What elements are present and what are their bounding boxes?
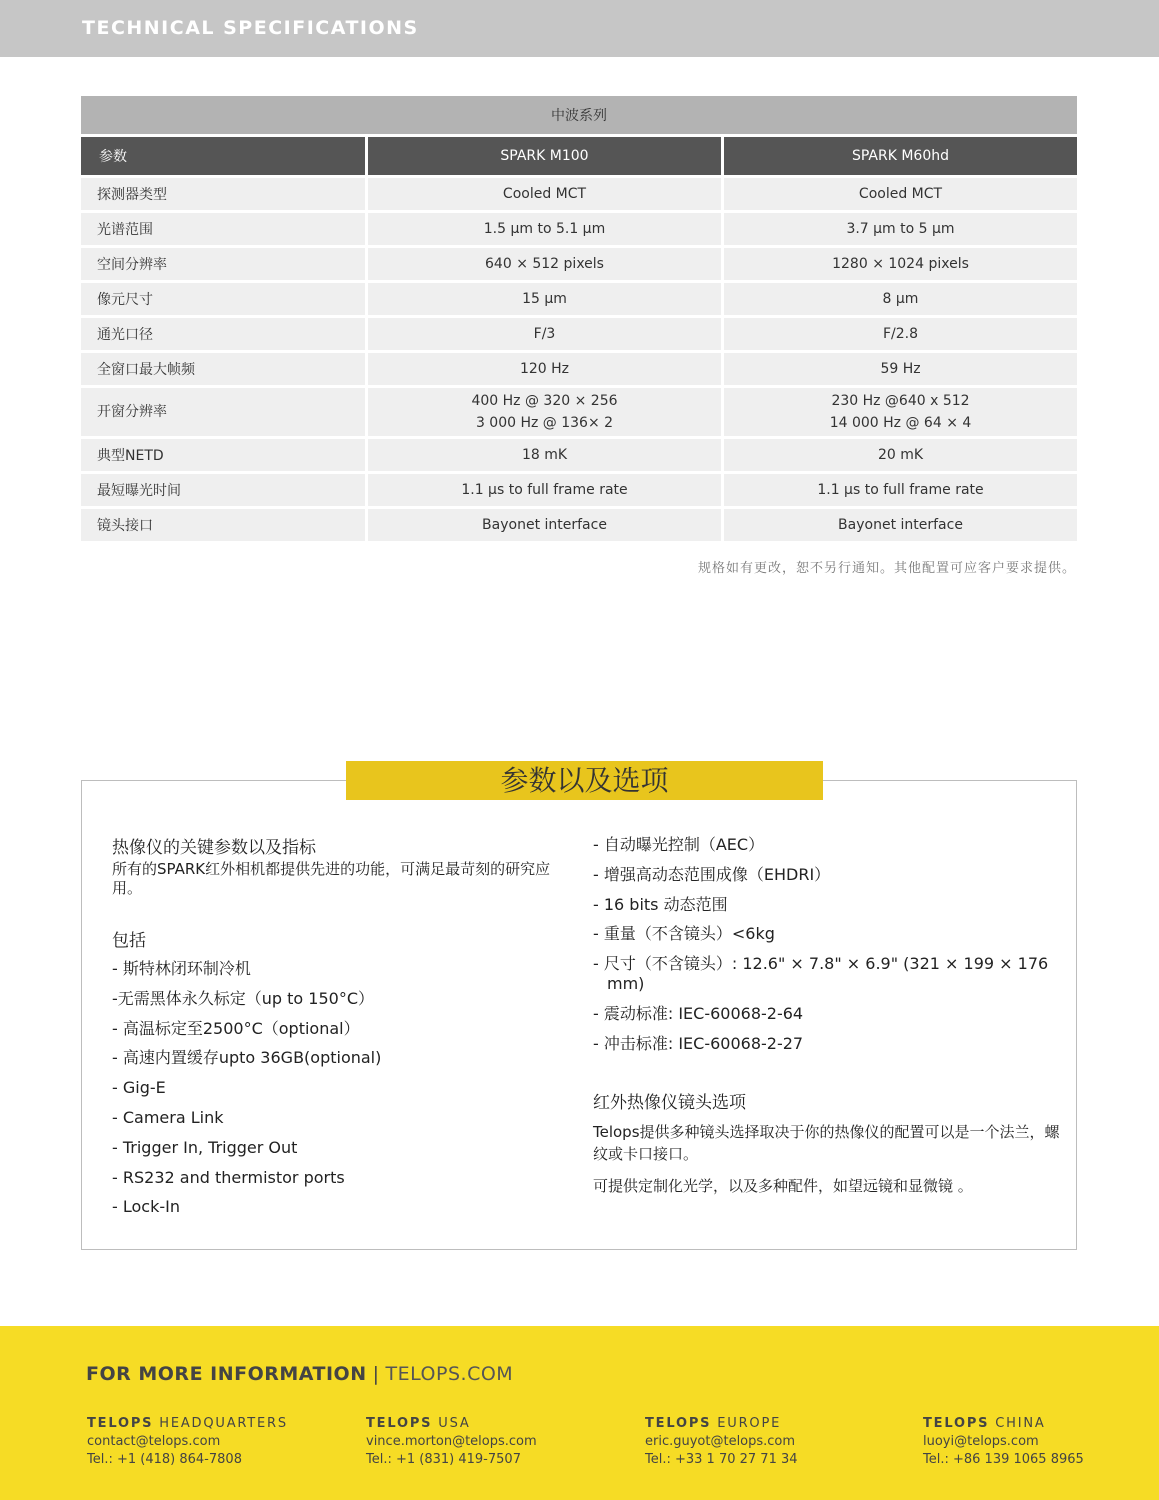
row-value-m100: 120 Hz: [365, 353, 721, 385]
list-item: - 斯特林闭环制冷机: [112, 959, 251, 978]
row-label: 空间分辨率: [81, 248, 365, 280]
options-title: 参数以及选项: [346, 761, 823, 800]
table-row: [81, 353, 1077, 385]
row-label: 像元尺寸: [81, 283, 365, 315]
column-header-m60hd: SPARK M60hd: [721, 137, 1077, 175]
row-value-line: 3 000 Hz @ 136× 2: [475, 415, 614, 431]
office-headquarters: [87, 1415, 288, 1469]
office-brand: TELOPS: [645, 1416, 712, 1431]
row-value-m100: 640 × 512 pixels: [365, 248, 721, 280]
feature-item-dimensions: [593, 954, 1063, 994]
includes-heading: 包括: [112, 931, 146, 951]
lens-custom-optics: 可提供定制化光学，以及多种配件，如望远镜和显微镜 。: [593, 1176, 973, 1195]
page-title: TECHNICAL SPECIFICATIONS: [82, 17, 419, 39]
footer-title-separator: |: [372, 1363, 380, 1385]
table-row: [81, 283, 1077, 315]
row-label: 开窗分辨率: [81, 388, 365, 436]
spec-disclaimer: 规格如有更改，恕不另行通知。其他配置可应客户要求提供。: [697, 561, 1076, 576]
feature-item: - 16 bits 动态范围: [593, 894, 728, 914]
row-label: 通光口径: [81, 318, 365, 350]
options-left-column: [112, 836, 572, 1227]
row-value-m60hd: 1.1 µs to full frame rate: [721, 474, 1077, 506]
footer-title: [86, 1363, 513, 1385]
office-europe: [645, 1415, 798, 1469]
office-region: USA: [438, 1416, 471, 1431]
row-label: 镜头接口: [81, 509, 365, 541]
header-bar: [0, 0, 1159, 57]
office-email[interactable]: luoyi@telops.com: [923, 1434, 1039, 1449]
row-value-m60hd: [721, 388, 1077, 436]
office-brand: TELOPS: [87, 1416, 154, 1431]
lens-options-heading: 红外热像仪镜头选项: [593, 1092, 746, 1113]
row-value-line: 230 Hz @640 x 512: [831, 393, 970, 409]
office-phone: Tel.: +1 (831) 419-7507: [366, 1452, 521, 1467]
list-item: - RS232 and thermistor ports: [112, 1167, 345, 1187]
row-value-m100: 1.5 µm to 5.1 µm: [365, 213, 721, 245]
spec-table: [81, 93, 1077, 544]
office-brand: TELOPS: [366, 1416, 433, 1431]
table-caption: 中波系列: [81, 96, 1077, 134]
feature-item-text: - 尺寸（不含镜头）: 12.6" × 7.8" × 6.9" (321 × 199 × 176: [593, 954, 1049, 974]
table-row: [81, 248, 1077, 280]
list-item: -无需黑体永久标定（up to 150°C）: [112, 988, 375, 1008]
row-value-m100: 15 µm: [365, 283, 721, 315]
footer-website-link[interactable]: TELOPS.COM: [385, 1363, 514, 1385]
list-item: - 高速内置缓存upto 36GB(optional): [112, 1048, 382, 1068]
table-row: [81, 213, 1077, 245]
row-value-m60hd: 20 mK: [721, 439, 1077, 471]
list-item: - Camera Link: [112, 1107, 224, 1127]
row-value-m100: Cooled MCT: [365, 178, 721, 210]
intro-paragraph: 所有的SPARK红外相机都提供先进的功能，可满足最苛刻的研究应用。: [112, 860, 551, 897]
row-value-m60hd: 1280 × 1024 pixels: [721, 248, 1077, 280]
office-phone: Tel.: +1 (418) 864-7808: [87, 1452, 242, 1467]
list-item: - Gig-E: [112, 1078, 166, 1098]
row-label: 探测器类型: [81, 178, 365, 210]
footer-title-label: FOR MORE INFORMATION: [86, 1363, 367, 1385]
row-value-m100: [365, 388, 721, 436]
row-label: 最短曝光时间: [81, 474, 365, 506]
options-right-column: [593, 835, 1063, 1196]
row-value-line: 14 000 Hz @ 64 × 4: [829, 415, 972, 431]
feature-item-continuation: mm): [607, 974, 645, 994]
row-value-m100: F/3: [365, 318, 721, 350]
table-row: [81, 509, 1077, 541]
column-header-m100: SPARK M100: [365, 137, 721, 175]
row-value-m60hd: F/2.8: [721, 318, 1077, 350]
office-email[interactable]: vince.morton@telops.com: [366, 1434, 537, 1449]
key-parameters-heading: 热像仪的关键参数以及指标: [112, 838, 316, 858]
office-usa: [366, 1415, 537, 1469]
lens-description: Telops提供多种镜头选择取决于你的热像仪的配置可以是一个法兰，螺纹或卡口接口。: [593, 1122, 1060, 1163]
table-row: [81, 474, 1077, 506]
row-label: 全窗口最大帧频: [81, 353, 365, 385]
list-item: - Trigger In, Trigger Out: [112, 1137, 298, 1157]
list-item: - Lock-In: [112, 1197, 180, 1217]
office-region: HEADQUARTERS: [159, 1416, 288, 1431]
row-value-line: 400 Hz @ 320 × 256: [471, 393, 618, 409]
office-china: [923, 1415, 1084, 1469]
row-value-m60hd: 59 Hz: [721, 353, 1077, 385]
column-header-param: 参数: [81, 137, 365, 175]
office-phone: Tel.: +33 1 70 27 71 34: [645, 1452, 798, 1467]
table-row: [81, 318, 1077, 350]
office-brand: TELOPS: [923, 1416, 990, 1431]
row-label: 典型NETD: [81, 439, 365, 471]
row-value-m60hd: Bayonet interface: [721, 509, 1077, 541]
row-value-m60hd: 3.7 µm to 5 µm: [721, 213, 1077, 245]
office-email[interactable]: eric.guyot@telops.com: [645, 1434, 796, 1449]
table-row: [81, 439, 1077, 471]
row-value-m60hd: 8 µm: [721, 283, 1077, 315]
feature-item: - 重量（不含镜头）<6kg: [593, 924, 775, 944]
feature-item: - 冲击标准: IEC-60068-2-27: [593, 1033, 804, 1053]
list-item: - 高温标定至2500°C（optional）: [112, 1018, 360, 1038]
row-label: 光谱范围: [81, 213, 365, 245]
feature-item: - 增强高动态范围成像（EHDRI）: [593, 864, 831, 884]
table-row: [81, 178, 1077, 210]
row-value-m100: 1.1 µs to full frame rate: [365, 474, 721, 506]
feature-item: - 自动曝光控制（AEC）: [593, 835, 765, 854]
table-row: [81, 388, 1077, 436]
office-email[interactable]: contact@telops.com: [87, 1434, 221, 1449]
office-phone: Tel.: +86 139 1065 8965: [923, 1452, 1084, 1467]
footer: [0, 1326, 1159, 1500]
feature-item: - 震动标准: IEC-60068-2-64: [593, 1003, 804, 1023]
office-region: CHINA: [995, 1416, 1046, 1431]
row-value-m100: Bayonet interface: [365, 509, 721, 541]
office-region: EUROPE: [717, 1416, 782, 1431]
row-value-m60hd: Cooled MCT: [721, 178, 1077, 210]
row-value-m100: 18 mK: [365, 439, 721, 471]
